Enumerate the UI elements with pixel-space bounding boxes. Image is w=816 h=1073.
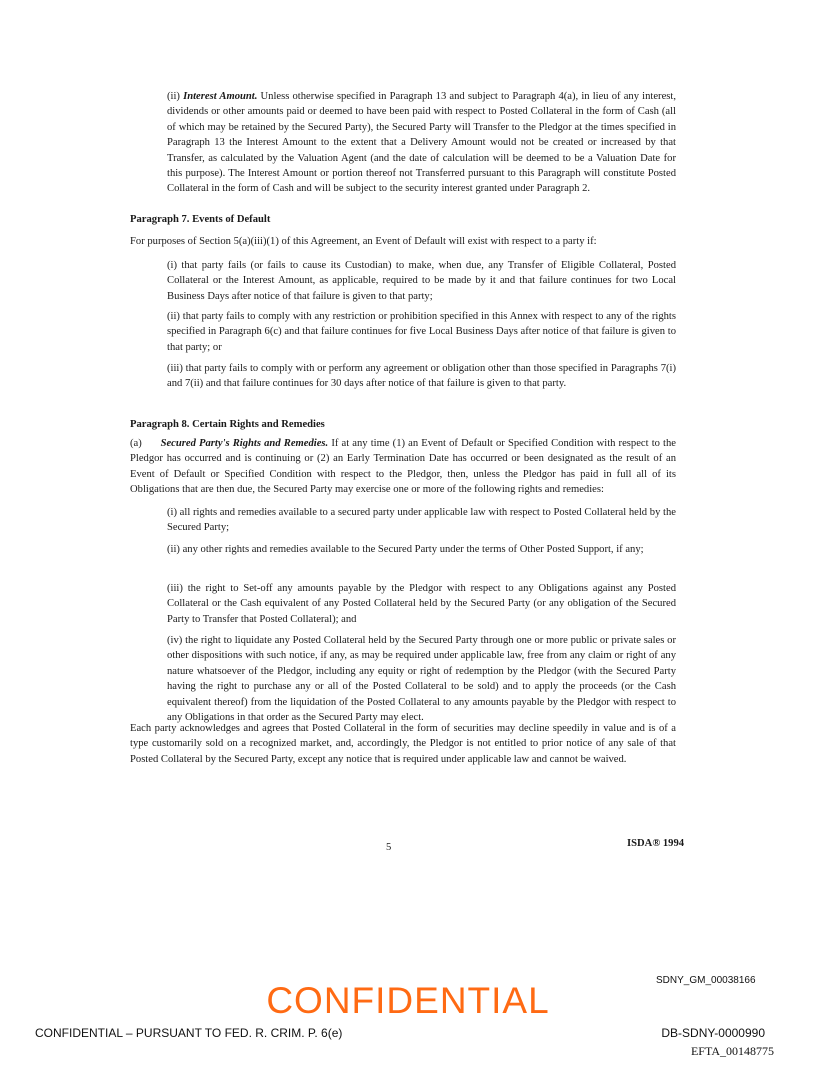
isda-mark: ISDA® 1994 (627, 838, 685, 849)
secured-party-rights-title: Secured Party's Rights and Remedies. (160, 438, 329, 449)
secured-party-rights-text: If at any time (1) an Event of Default or Specified Condition with respect to the Pledgor has occurred and is continuing or (2) an Early Termination Date has occurred or been designated as the result of an Event of Default or Specified Condition with respect to the Pledgor, then, unless the Pledgor has paid in full all of its Obligations that are then due, the Secured Party may exercise one or more of the following rights and remedies: (130, 438, 677, 496)
confidential-stamp: CONFIDENTIAL (266, 980, 550, 1021)
bates-number-right: DB-SDNY-0000990 (661, 1026, 765, 1040)
subsection-label: (a) (130, 438, 142, 449)
closing-paragraph: Each party acknowledges and agrees that Posted Collateral in the form of securities may decline speedily in value and is of a type customarily sold on a recognized market, and, accordingly, the Pledgor is not entitled to prior notice of any sale of that Posted Collateral by the Secured Party, except any notice that is required under applicable law and cannot be waived. (130, 723, 676, 765)
confidential-notice: CONFIDENTIAL – PURSUANT TO FED. R. CRIM. P. 6(e) (35, 1026, 343, 1040)
remedy-item-ii: (ii) any other rights and remedies available to the Secured Party under the terms of Other Posted Support, if any; (167, 544, 644, 555)
default-item-iii: (iii) that party fails to comply with or perform any agreement or obligation other than those specified in Paragraphs 7(i) and 7(ii) and that failure continues for 30 days after notice of that failure is given to that party. (167, 363, 676, 390)
interest-amount-title: Interest Amount. (183, 91, 258, 102)
bates-number-top: SDNY_GM_00038166 (656, 975, 756, 986)
efta-number: EFTA_00148775 (690, 1044, 774, 1058)
interest-amount-paragraph (167, 89, 676, 197)
interest-amount-text: Unless otherwise specified in Paragraph 13 and subject to Paragraph 4(a), in lieu of any interest, dividends or other amounts paid or deemed to have been paid with respect to Posted Collateral in the form of Cash (all of which may be retained by the Secured Party), the Secured Party will Transfer to the Pledgor at the times specified in Paragraph 13 the Interest Amount to the extent that a Delivery Amount would not be created or increased by that Transfer, as calculated by the Valuation Agent (and the date of calculation will be deemed to be a Valuation Date for this purpose). The Interest Amount or portion thereof not Transferred pursuant to this Paragraph will constitute Posted Collateral in the form of Cash and will be subject to the security interest granted under Paragraph 2. (167, 91, 676, 195)
paragraph-7-intro: For purposes of Section 5(a)(iii)(1) of this Agreement, an Event of Default will exist with respect to a party if: (130, 236, 597, 247)
page-number: 5 (386, 842, 392, 853)
paragraph-7-heading: Paragraph 7. Events of Default (130, 214, 271, 225)
remedy-item-iii: (iii) the right to Set-off any amounts payable by the Pledgor with respect to any Obligations against any Posted Collateral or the Cash equivalent of any Posted Collateral held by the Secured Party (or any obligation of the Secured Party to Transfer that Posted Collateral); and (167, 583, 676, 625)
remedy-item-i: (i) all rights and remedies available to a secured party under applicable law with respect to Posted Collateral held by the Secured Party; (167, 507, 676, 534)
default-item-ii: (ii) that party fails to comply with any restriction or prohibition specified in this Annex with respect to any of the rights specified in Paragraph 6(c) and that failure continues for five Local Business Days after notice of that failure is given to that party; or (167, 311, 676, 353)
paragraph-8-heading: Paragraph 8. Certain Rights and Remedies (130, 419, 325, 430)
default-item-i: (i) that party fails (or fails to cause its Custodian) to make, when due, any Transfer of Eligible Collateral, Posted Collateral or the Interest Amount, as applicable, required to be made by it and that failure continues for two Local Business Days after notice of that failure is given to that party; (167, 260, 676, 302)
item-label: (ii) (167, 91, 184, 102)
remedy-item-iv: (iv) the right to liquidate any Posted Collateral held by the Secured Party through one or more public or private sales or other dispositions with such notice, if any, as may be required under applicable law, free from any claim or right of any nature whatsoever of the Pledgor, including any equity or right of redemption by the Pledgor (with the Secured Party having the right to purchase any or all of the Posted Collateral to be sold) and to apply the proceeds (or the Cash equivalent thereof) from the liquidation of the Posted Collateral to any amounts payable by the Pledgor with respect to any Obligations in that order as the Secured Party may elect. (167, 635, 676, 724)
secured-party-rights-paragraph (130, 436, 676, 498)
